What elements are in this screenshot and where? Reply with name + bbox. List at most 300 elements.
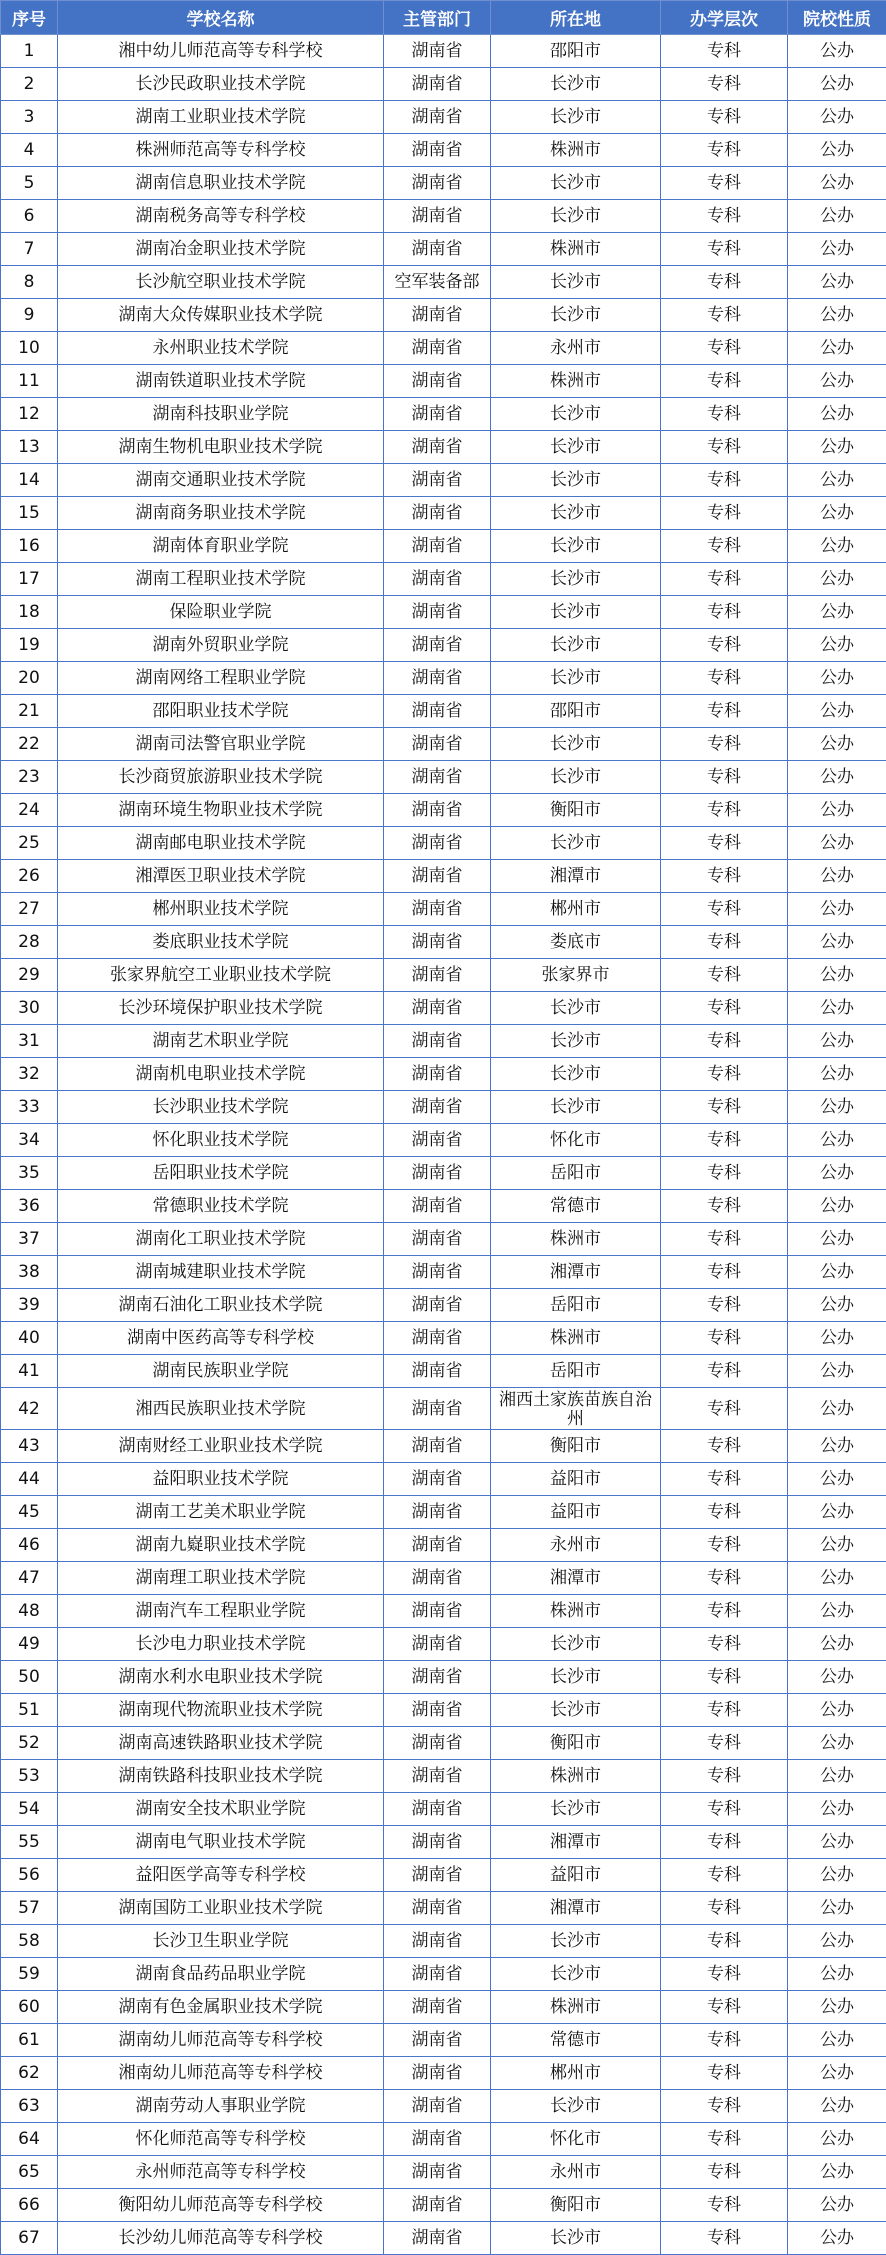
- cell-location: 怀化市: [491, 1124, 661, 1157]
- cell-location: 永州市: [491, 2156, 661, 2189]
- cell-index: 12: [1, 398, 58, 431]
- table-row: [1, 2057, 886, 2090]
- cell-location: 永州市: [491, 332, 661, 365]
- cell-type: 公办: [788, 827, 886, 860]
- cell-authority: 湖南省: [384, 1694, 491, 1727]
- cell-school-name: 湖南体育职业学院: [58, 530, 384, 563]
- cell-school-name: 郴州职业技术学院: [58, 893, 384, 926]
- cell-location: 长沙市: [491, 1793, 661, 1826]
- cell-location: 长沙市: [491, 2090, 661, 2123]
- cell-location: 长沙市: [491, 728, 661, 761]
- table-row: [1, 992, 886, 1025]
- cell-index: 4: [1, 134, 58, 167]
- cell-level: 专科: [661, 2090, 788, 2123]
- cell-authority: 湖南省: [384, 794, 491, 827]
- cell-location: 长沙市: [491, 101, 661, 134]
- cell-type: 公办: [788, 1892, 886, 1925]
- cell-type: 公办: [788, 1826, 886, 1859]
- cell-level: 专科: [661, 134, 788, 167]
- table-row: [1, 1322, 886, 1355]
- cell-type: 公办: [788, 794, 886, 827]
- cell-authority: 湖南省: [384, 1157, 491, 1190]
- cell-index: 41: [1, 1355, 58, 1388]
- cell-authority: 湖南省: [384, 1025, 491, 1058]
- table-row: [1, 1190, 886, 1223]
- cell-school-name: 湖南冶金职业技术学院: [58, 233, 384, 266]
- cell-location: 益阳市: [491, 1496, 661, 1529]
- cell-school-name: 张家界航空工业职业技术学院: [58, 959, 384, 992]
- cell-authority: 湖南省: [384, 1124, 491, 1157]
- cell-level: 专科: [661, 1826, 788, 1859]
- cell-school-name: 益阳职业技术学院: [58, 1463, 384, 1496]
- cell-type: 公办: [788, 134, 886, 167]
- cell-location: 岳阳市: [491, 1355, 661, 1388]
- cell-type: 公办: [788, 992, 886, 1025]
- cell-level: 专科: [661, 1661, 788, 1694]
- cell-index: 1: [1, 35, 58, 68]
- table-row: [1, 893, 886, 926]
- cell-level: 专科: [661, 1223, 788, 1256]
- cell-location: 株洲市: [491, 1322, 661, 1355]
- cell-type: 公办: [788, 860, 886, 893]
- cell-type: 公办: [788, 332, 886, 365]
- cell-authority: 湖南省: [384, 1595, 491, 1628]
- cell-level: 专科: [661, 167, 788, 200]
- cell-school-name: 永州师范高等专科学校: [58, 2156, 384, 2189]
- cell-index: 23: [1, 761, 58, 794]
- cell-level: 专科: [661, 35, 788, 68]
- cell-authority: 湖南省: [384, 695, 491, 728]
- cell-level: 专科: [661, 662, 788, 695]
- table-row: [1, 1025, 886, 1058]
- cell-index: 55: [1, 1826, 58, 1859]
- cell-location: 长沙市: [491, 563, 661, 596]
- table-header: [1, 1, 886, 35]
- cell-location: 长沙市: [491, 200, 661, 233]
- cell-authority: 湖南省: [384, 2057, 491, 2090]
- cell-authority: 湖南省: [384, 2024, 491, 2057]
- cell-school-name: 长沙航空职业技术学院: [58, 266, 384, 299]
- table-row: [1, 1991, 886, 2024]
- cell-index: 17: [1, 563, 58, 596]
- cell-type: 公办: [788, 959, 886, 992]
- cell-location: 长沙市: [491, 1925, 661, 1958]
- cell-index: 52: [1, 1727, 58, 1760]
- cell-school-name: 长沙商贸旅游职业技术学院: [58, 761, 384, 794]
- cell-type: 公办: [788, 1496, 886, 1529]
- cell-authority: 湖南省: [384, 1892, 491, 1925]
- table-row: [1, 1496, 886, 1529]
- cell-location: 株洲市: [491, 134, 661, 167]
- header-authority: 主管部门: [384, 1, 491, 35]
- cell-level: 专科: [661, 1727, 788, 1760]
- table-row: [1, 1793, 886, 1826]
- cell-index: 29: [1, 959, 58, 992]
- cell-level: 专科: [661, 926, 788, 959]
- header-type: 院校性质: [788, 1, 886, 35]
- cell-level: 专科: [661, 959, 788, 992]
- cell-school-name: 湖南商务职业技术学院: [58, 497, 384, 530]
- table-row: [1, 2123, 886, 2156]
- cell-authority: 湖南省: [384, 1958, 491, 1991]
- cell-location: 株洲市: [491, 233, 661, 266]
- cell-type: 公办: [788, 1289, 886, 1322]
- cell-authority: 湖南省: [384, 629, 491, 662]
- cell-level: 专科: [661, 1256, 788, 1289]
- cell-index: 24: [1, 794, 58, 827]
- cell-authority: 湖南省: [384, 1562, 491, 1595]
- cell-location: 长沙市: [491, 1958, 661, 1991]
- cell-index: 37: [1, 1223, 58, 1256]
- cell-level: 专科: [661, 1091, 788, 1124]
- cell-authority: 湖南省: [384, 398, 491, 431]
- cell-type: 公办: [788, 1859, 886, 1892]
- cell-level: 专科: [661, 497, 788, 530]
- cell-school-name: 湖南水利水电职业技术学院: [58, 1661, 384, 1694]
- cell-index: 20: [1, 662, 58, 695]
- cell-location: 长沙市: [491, 1694, 661, 1727]
- cell-type: 公办: [788, 563, 886, 596]
- cell-type: 公办: [788, 2057, 886, 2090]
- cell-school-name: 长沙环境保护职业技术学院: [58, 992, 384, 1025]
- cell-type: 公办: [788, 2222, 886, 2255]
- cell-authority: 湖南省: [384, 1760, 491, 1793]
- cell-school-name: 湖南安全技术职业学院: [58, 1793, 384, 1826]
- cell-authority: 湖南省: [384, 1430, 491, 1463]
- cell-level: 专科: [661, 1529, 788, 1562]
- cell-location: 娄底市: [491, 926, 661, 959]
- cell-type: 公办: [788, 68, 886, 101]
- cell-index: 45: [1, 1496, 58, 1529]
- cell-type: 公办: [788, 1025, 886, 1058]
- cell-location: 郴州市: [491, 893, 661, 926]
- cell-type: 公办: [788, 1223, 886, 1256]
- cell-type: 公办: [788, 2024, 886, 2057]
- cell-type: 公办: [788, 1463, 886, 1496]
- cell-type: 公办: [788, 596, 886, 629]
- cell-school-name: 湖南化工职业技术学院: [58, 1223, 384, 1256]
- cell-location: 衡阳市: [491, 1727, 661, 1760]
- cell-school-name: 湖南汽车工程职业学院: [58, 1595, 384, 1628]
- table-row: [1, 2156, 886, 2189]
- cell-index: 67: [1, 2222, 58, 2255]
- cell-location: 张家界市: [491, 959, 661, 992]
- cell-school-name: 湖南工业职业技术学院: [58, 101, 384, 134]
- cell-school-name: 湖南石油化工职业技术学院: [58, 1289, 384, 1322]
- cell-level: 专科: [661, 233, 788, 266]
- cell-school-name: 湖南司法警官职业学院: [58, 728, 384, 761]
- cell-type: 公办: [788, 35, 886, 68]
- cell-index: 33: [1, 1091, 58, 1124]
- cell-type: 公办: [788, 1124, 886, 1157]
- cell-authority: 湖南省: [384, 959, 491, 992]
- cell-authority: 湖南省: [384, 893, 491, 926]
- table-row: [1, 2090, 886, 2123]
- table-row: [1, 1859, 886, 1892]
- cell-type: 公办: [788, 1925, 886, 1958]
- table-row: [1, 1256, 886, 1289]
- cell-index: 8: [1, 266, 58, 299]
- cell-location: 长沙市: [491, 497, 661, 530]
- cell-location: 长沙市: [491, 167, 661, 200]
- cell-index: 50: [1, 1661, 58, 1694]
- table-row: [1, 1562, 886, 1595]
- cell-location: 衡阳市: [491, 1430, 661, 1463]
- cell-type: 公办: [788, 629, 886, 662]
- cell-index: 36: [1, 1190, 58, 1223]
- cell-level: 专科: [661, 1355, 788, 1388]
- cell-school-name: 湖南税务高等专科学校: [58, 200, 384, 233]
- cell-school-name: 湖南邮电职业技术学院: [58, 827, 384, 860]
- cell-type: 公办: [788, 1256, 886, 1289]
- cell-location: 邵阳市: [491, 35, 661, 68]
- cell-authority: 湖南省: [384, 1793, 491, 1826]
- cell-index: 65: [1, 2156, 58, 2189]
- table-row: [1, 1058, 886, 1091]
- cell-location: 长沙市: [491, 68, 661, 101]
- cell-location: 邵阳市: [491, 695, 661, 728]
- cell-type: 公办: [788, 266, 886, 299]
- table-row: [1, 497, 886, 530]
- cell-level: 专科: [661, 1289, 788, 1322]
- cell-authority: 湖南省: [384, 563, 491, 596]
- cell-location: 郴州市: [491, 2057, 661, 2090]
- cell-school-name: 保险职业学院: [58, 596, 384, 629]
- cell-level: 专科: [661, 1859, 788, 1892]
- table-row: [1, 563, 886, 596]
- cell-index: 60: [1, 1991, 58, 2024]
- cell-level: 专科: [661, 629, 788, 662]
- cell-level: 专科: [661, 1892, 788, 1925]
- cell-index: 35: [1, 1157, 58, 1190]
- cell-type: 公办: [788, 464, 886, 497]
- cell-index: 64: [1, 2123, 58, 2156]
- cell-type: 公办: [788, 2189, 886, 2222]
- cell-authority: 湖南省: [384, 1289, 491, 1322]
- cell-school-name: 湖南中医药高等专科学校: [58, 1322, 384, 1355]
- cell-level: 专科: [661, 398, 788, 431]
- table-row: [1, 167, 886, 200]
- table-row: [1, 2189, 886, 2222]
- cell-authority: 湖南省: [384, 2222, 491, 2255]
- cell-school-name: 长沙电力职业技术学院: [58, 1628, 384, 1661]
- cell-authority: 湖南省: [384, 728, 491, 761]
- cell-school-name: 永州职业技术学院: [58, 332, 384, 365]
- cell-index: 25: [1, 827, 58, 860]
- table-row: [1, 1289, 886, 1322]
- cell-school-name: 湖南电气职业技术学院: [58, 1826, 384, 1859]
- cell-location: 长沙市: [491, 662, 661, 695]
- cell-type: 公办: [788, 2090, 886, 2123]
- cell-authority: 湖南省: [384, 200, 491, 233]
- cell-index: 2: [1, 68, 58, 101]
- cell-level: 专科: [661, 1025, 788, 1058]
- table-row: [1, 101, 886, 134]
- cell-level: 专科: [661, 1496, 788, 1529]
- cell-authority: 湖南省: [384, 662, 491, 695]
- cell-index: 43: [1, 1430, 58, 1463]
- table-row: [1, 695, 886, 728]
- cell-index: 58: [1, 1925, 58, 1958]
- cell-level: 专科: [661, 2156, 788, 2189]
- cell-school-name: 衡阳幼儿师范高等专科学校: [58, 2189, 384, 2222]
- cell-authority: 湖南省: [384, 1355, 491, 1388]
- cell-level: 专科: [661, 1760, 788, 1793]
- table-row: [1, 1463, 886, 1496]
- cell-index: 21: [1, 695, 58, 728]
- cell-index: 26: [1, 860, 58, 893]
- cell-location: 长沙市: [491, 596, 661, 629]
- cell-location: 长沙市: [491, 398, 661, 431]
- cell-index: 27: [1, 893, 58, 926]
- cell-type: 公办: [788, 1991, 886, 2024]
- cell-level: 专科: [661, 2123, 788, 2156]
- table-row: [1, 35, 886, 68]
- cell-location: 长沙市: [491, 1091, 661, 1124]
- cell-type: 公办: [788, 1388, 886, 1430]
- cell-location: 岳阳市: [491, 1289, 661, 1322]
- cell-level: 专科: [661, 1628, 788, 1661]
- cell-location: 益阳市: [491, 1859, 661, 1892]
- cell-level: 专科: [661, 1388, 788, 1430]
- cell-level: 专科: [661, 1694, 788, 1727]
- table-row: [1, 2024, 886, 2057]
- cell-school-name: 湖南九嶷职业技术学院: [58, 1529, 384, 1562]
- cell-level: 专科: [661, 1793, 788, 1826]
- cell-school-name: 湖南城建职业技术学院: [58, 1256, 384, 1289]
- cell-level: 专科: [661, 2189, 788, 2222]
- cell-school-name: 湖南网络工程职业学院: [58, 662, 384, 695]
- table-row: [1, 1925, 886, 1958]
- table-row: [1, 134, 886, 167]
- cell-authority: 湖南省: [384, 35, 491, 68]
- cell-type: 公办: [788, 728, 886, 761]
- cell-level: 专科: [661, 860, 788, 893]
- cell-school-name: 湘潭医卫职业技术学院: [58, 860, 384, 893]
- cell-authority: 湖南省: [384, 1256, 491, 1289]
- cell-index: 38: [1, 1256, 58, 1289]
- table-row: [1, 1124, 886, 1157]
- cell-type: 公办: [788, 200, 886, 233]
- table-row: [1, 959, 886, 992]
- cell-authority: 湖南省: [384, 233, 491, 266]
- cell-type: 公办: [788, 1190, 886, 1223]
- table-row: [1, 464, 886, 497]
- cell-authority: 湖南省: [384, 1859, 491, 1892]
- cell-index: 19: [1, 629, 58, 662]
- cell-index: 14: [1, 464, 58, 497]
- cell-school-name: 湖南铁路科技职业技术学院: [58, 1760, 384, 1793]
- cell-location: 湘潭市: [491, 860, 661, 893]
- cell-type: 公办: [788, 398, 886, 431]
- cell-location: 长沙市: [491, 299, 661, 332]
- cell-authority: 湖南省: [384, 365, 491, 398]
- cell-school-name: 常德职业技术学院: [58, 1190, 384, 1223]
- cell-level: 专科: [661, 68, 788, 101]
- cell-location: 长沙市: [491, 1058, 661, 1091]
- cell-school-name: 湖南环境生物职业技术学院: [58, 794, 384, 827]
- cell-index: 47: [1, 1562, 58, 1595]
- cell-authority: 湖南省: [384, 431, 491, 464]
- cell-authority: 湖南省: [384, 2189, 491, 2222]
- cell-level: 专科: [661, 1322, 788, 1355]
- cell-school-name: 湖南机电职业技术学院: [58, 1058, 384, 1091]
- cell-school-name: 湖南铁道职业技术学院: [58, 365, 384, 398]
- cell-level: 专科: [661, 1058, 788, 1091]
- table-body: [1, 35, 886, 2255]
- cell-level: 专科: [661, 2222, 788, 2255]
- cell-school-name: 湖南劳动人事职业学院: [58, 2090, 384, 2123]
- table-row: [1, 332, 886, 365]
- cell-type: 公办: [788, 662, 886, 695]
- cell-type: 公办: [788, 1322, 886, 1355]
- table-row: [1, 2222, 886, 2255]
- cell-level: 专科: [661, 761, 788, 794]
- cell-school-name: 湖南艺术职业学院: [58, 1025, 384, 1058]
- cell-school-name: 长沙卫生职业学院: [58, 1925, 384, 1958]
- cell-location: 湘潭市: [491, 1826, 661, 1859]
- cell-type: 公办: [788, 1694, 886, 1727]
- cell-authority: 湖南省: [384, 1463, 491, 1496]
- cell-location: 湘西土家族苗族自治州: [491, 1388, 661, 1430]
- cell-level: 专科: [661, 530, 788, 563]
- cell-school-name: 湖南民族职业学院: [58, 1355, 384, 1388]
- table-row: [1, 1661, 886, 1694]
- cell-school-name: 怀化职业技术学院: [58, 1124, 384, 1157]
- cell-type: 公办: [788, 1760, 886, 1793]
- cell-level: 专科: [661, 893, 788, 926]
- cell-authority: 湖南省: [384, 860, 491, 893]
- cell-type: 公办: [788, 1562, 886, 1595]
- cell-index: 10: [1, 332, 58, 365]
- cell-type: 公办: [788, 101, 886, 134]
- cell-index: 48: [1, 1595, 58, 1628]
- cell-index: 39: [1, 1289, 58, 1322]
- cell-authority: 湖南省: [384, 1496, 491, 1529]
- cell-authority: 湖南省: [384, 1223, 491, 1256]
- cell-level: 专科: [661, 1430, 788, 1463]
- cell-index: 5: [1, 167, 58, 200]
- cell-index: 30: [1, 992, 58, 1025]
- cell-location: 长沙市: [491, 827, 661, 860]
- table-row: [1, 1892, 886, 1925]
- cell-level: 专科: [661, 431, 788, 464]
- cell-type: 公办: [788, 497, 886, 530]
- cell-index: 31: [1, 1025, 58, 1058]
- cell-school-name: 长沙职业技术学院: [58, 1091, 384, 1124]
- cell-index: 13: [1, 431, 58, 464]
- cell-location: 株洲市: [491, 1223, 661, 1256]
- header-index: 序号: [1, 1, 58, 35]
- cell-school-name: 湖南交通职业技术学院: [58, 464, 384, 497]
- cell-level: 专科: [661, 1562, 788, 1595]
- cell-type: 公办: [788, 761, 886, 794]
- cell-index: 63: [1, 2090, 58, 2123]
- cell-authority: 空军装备部: [384, 266, 491, 299]
- cell-location: 株洲市: [491, 365, 661, 398]
- cell-type: 公办: [788, 1430, 886, 1463]
- cell-school-name: 湖南财经工业职业技术学院: [58, 1430, 384, 1463]
- cell-authority: 湖南省: [384, 134, 491, 167]
- cell-authority: 湖南省: [384, 1322, 491, 1355]
- cell-index: 18: [1, 596, 58, 629]
- cell-location: 长沙市: [491, 1661, 661, 1694]
- table-row: [1, 365, 886, 398]
- cell-type: 公办: [788, 695, 886, 728]
- table-row: [1, 530, 886, 563]
- table-row: [1, 68, 886, 101]
- cell-school-name: 湖南现代物流职业技术学院: [58, 1694, 384, 1727]
